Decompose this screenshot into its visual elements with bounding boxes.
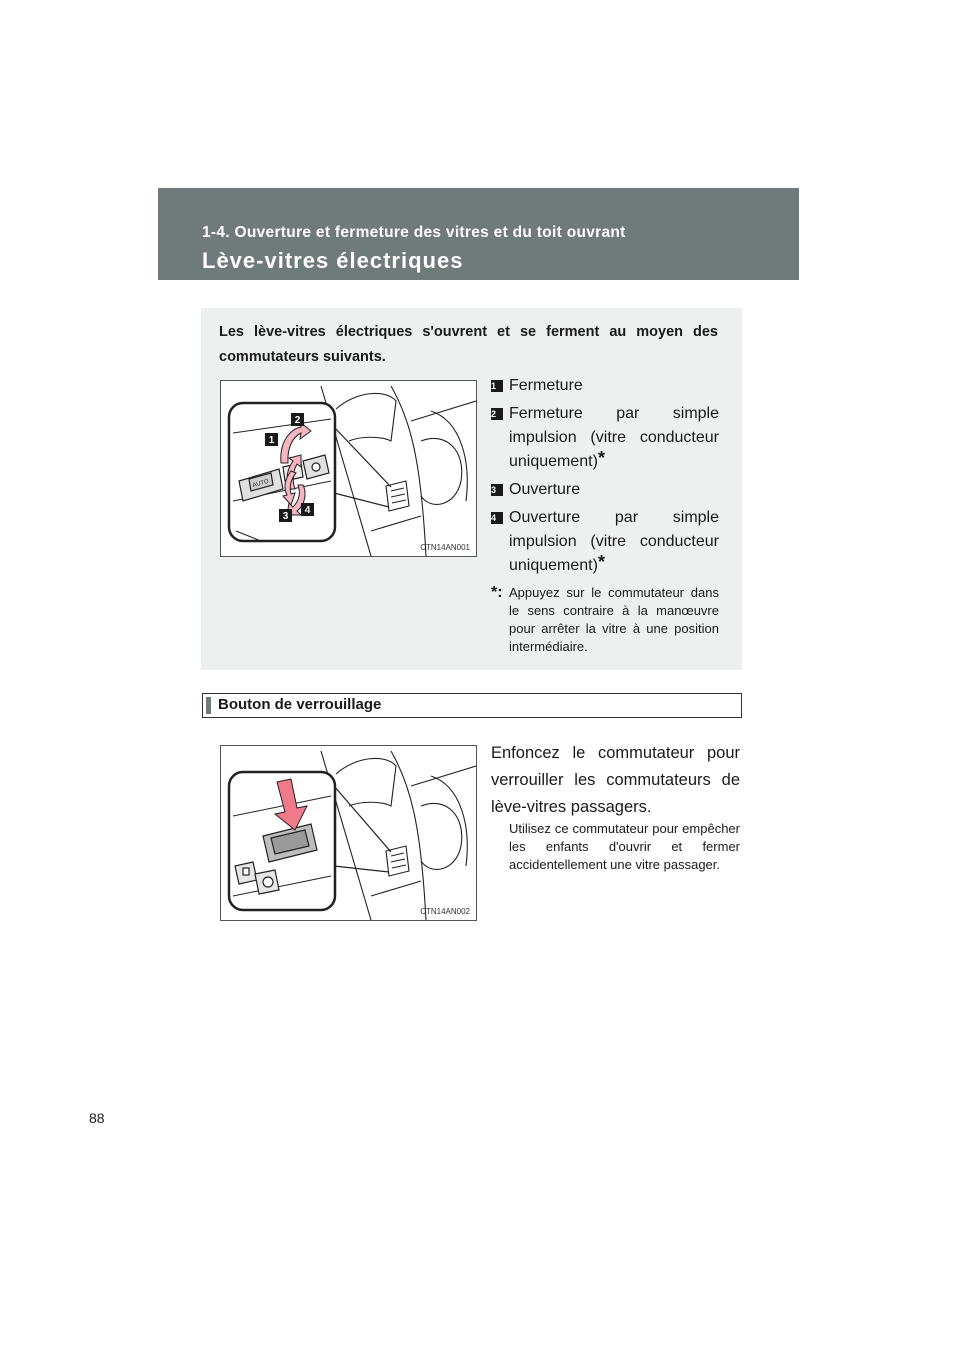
asterisk-mark: *: [597, 552, 605, 572]
lock-switch-illustration: [220, 745, 477, 921]
chapter-header: [158, 188, 799, 280]
page-number: 88: [89, 1110, 105, 1126]
heading-accent-bar: [206, 697, 211, 714]
figure-code: CTN14AN002: [420, 907, 470, 916]
legend-number: 2: [491, 408, 503, 420]
legend-item: [491, 402, 719, 474]
legend-item: [491, 478, 719, 502]
window-switch-illustration: [220, 380, 477, 557]
lock-switch-heading: [202, 693, 742, 718]
section-title: 1-4. Ouverture et fermeture des vitres et du toit ouvrant: [202, 224, 626, 241]
callout-1: 1: [268, 435, 275, 446]
footnote: [491, 584, 719, 656]
legend-item: [491, 374, 719, 398]
callout-4: 4: [304, 505, 311, 516]
intro-text: Les lève-vitres électriques s'ouvrent et se ferment au moyen des commutateurs suivants.: [219, 324, 718, 365]
heading-label: Bouton de verrouillage: [218, 696, 382, 713]
callout-2: 2: [294, 415, 301, 426]
auto-label: AUTO: [251, 478, 270, 489]
legend-item: [491, 506, 719, 578]
footnote-mark: *:: [491, 584, 503, 601]
legend-list: [491, 374, 719, 656]
legend-number: 4: [491, 512, 503, 524]
callout-3: 3: [282, 511, 289, 522]
legend-text: Ouverture par simple impulsion (vitre conducteur uniquement): [509, 509, 719, 574]
legend-text: Ouverture: [509, 481, 581, 498]
legend-text: Fermeture: [509, 377, 583, 394]
figure-code: CTN14AN001: [420, 543, 470, 552]
legend-number: 1: [491, 380, 503, 392]
window-switch-drawing: [221, 381, 476, 556]
intro-box: [201, 308, 742, 670]
legend-number: 3: [491, 484, 503, 496]
page-title: Lève-vitres électriques: [202, 248, 464, 273]
asterisk-mark: *: [597, 448, 605, 468]
footnote-text: Appuyez sur le commutateur dans le sens contraire à la manœuvre pour arrêter la vitre à une position intermédiaire.: [509, 585, 719, 654]
legend-text: Fermeture par simple impulsion (vitre conducteur uniquement): [509, 405, 719, 470]
lock-switch-note: Utilisez ce commutateur pour empêcher les enfants d'ouvrir et fermer accidentellement une vitre passager.: [509, 821, 740, 872]
lock-switch-description: Enfoncez le commutateur pour verrouiller les commutateurs de lève-vitres passagers.: [491, 744, 740, 816]
lock-switch-drawing: [221, 746, 476, 920]
